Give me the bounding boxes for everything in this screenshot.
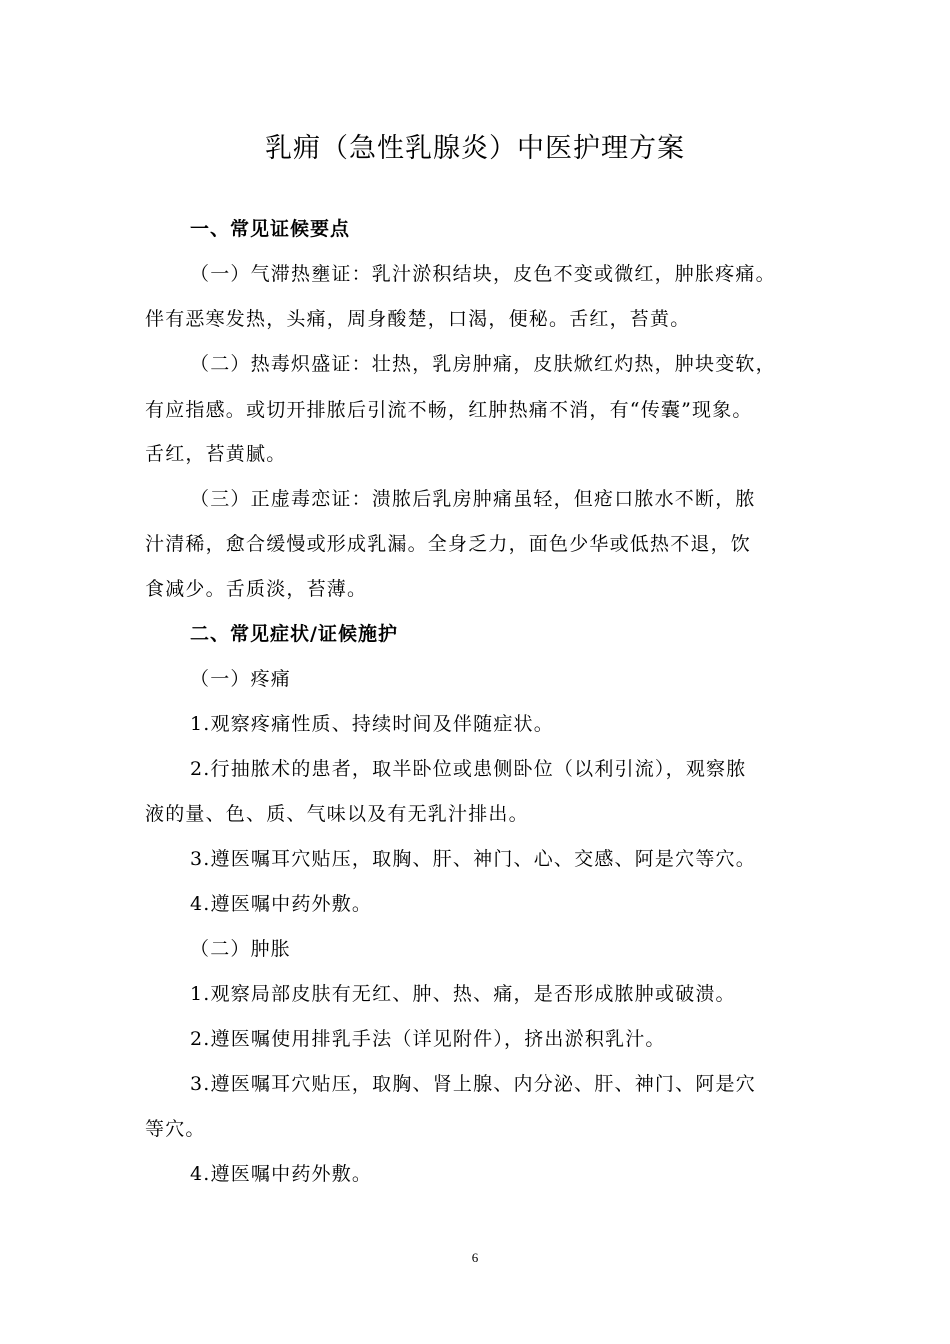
list-item-continuation: 液的量、色、质、气味以及有无乳汁排出。	[145, 803, 529, 825]
list-item-continuation: 等穴。	[145, 1118, 206, 1140]
subsection-heading-pain: （一）疼痛	[190, 668, 292, 690]
paragraph-line: （二）热毒炽盛证：壮热，乳房肿痛，皮肤焮红灼热，肿块变软，	[190, 353, 776, 375]
list-item: 3.遵医嘱耳穴贴压，取胸、肝、神门、心、交感、阿是穴等穴。	[190, 848, 756, 870]
paragraph-line: （三）正虚毒恋证：溃脓后乳房肿痛虽轻，但疮口脓水不断，脓	[190, 488, 756, 510]
paragraph-line: 食减少。舌质淡，苔薄。	[145, 578, 368, 600]
subsection-heading-swelling: （二）肿胀	[190, 938, 292, 960]
list-item: 4.遵医嘱中药外敷。	[190, 893, 373, 915]
page-number: 6	[471, 1250, 479, 1265]
list-item: 2.遵医嘱使用排乳手法（详见附件），挤出淤积乳汁。	[190, 1028, 666, 1050]
list-item: 1.观察疼痛性质、持续时间及伴随症状。	[190, 713, 554, 735]
paragraph-line: 伴有恶寒发热，头痛，周身酸楚，口渴，便秘。舌红，苔黄。	[145, 308, 691, 330]
section-heading-syndromes: 一、常见证候要点	[190, 218, 351, 240]
list-item: 4.遵医嘱中药外敷。	[190, 1163, 373, 1185]
paragraph-line: 有应指感。或切开排脓后引流不畅，红肿热痛不消，有“传囊”现象。	[145, 399, 753, 421]
list-item: 2.行抽脓术的患者，取半卧位或患侧卧位（以利引流），观察脓	[190, 758, 747, 780]
paragraph-line: （一）气滞热壅证：乳汁淤积结块，皮色不变或微红，肿胀疼痛。	[190, 263, 776, 285]
paragraph-line: 舌红，苔黄腻。	[145, 443, 287, 465]
list-item: 1.观察局部皮肤有无红、肿、热、痛，是否形成脓肿或破溃。	[190, 983, 736, 1005]
list-item: 3.遵医嘱耳穴贴压，取胸、肾上腺、内分泌、肝、神门、阿是穴	[190, 1073, 756, 1095]
document-title: 乳痈（急性乳腺炎）中医护理方案	[265, 133, 685, 164]
section-heading-nursing: 二、常见症状/证候施护	[190, 623, 398, 645]
paragraph-line: 汁清稀，愈合缓慢或形成乳漏。全身乏力，面色少华或低热不退，饮	[145, 533, 752, 555]
